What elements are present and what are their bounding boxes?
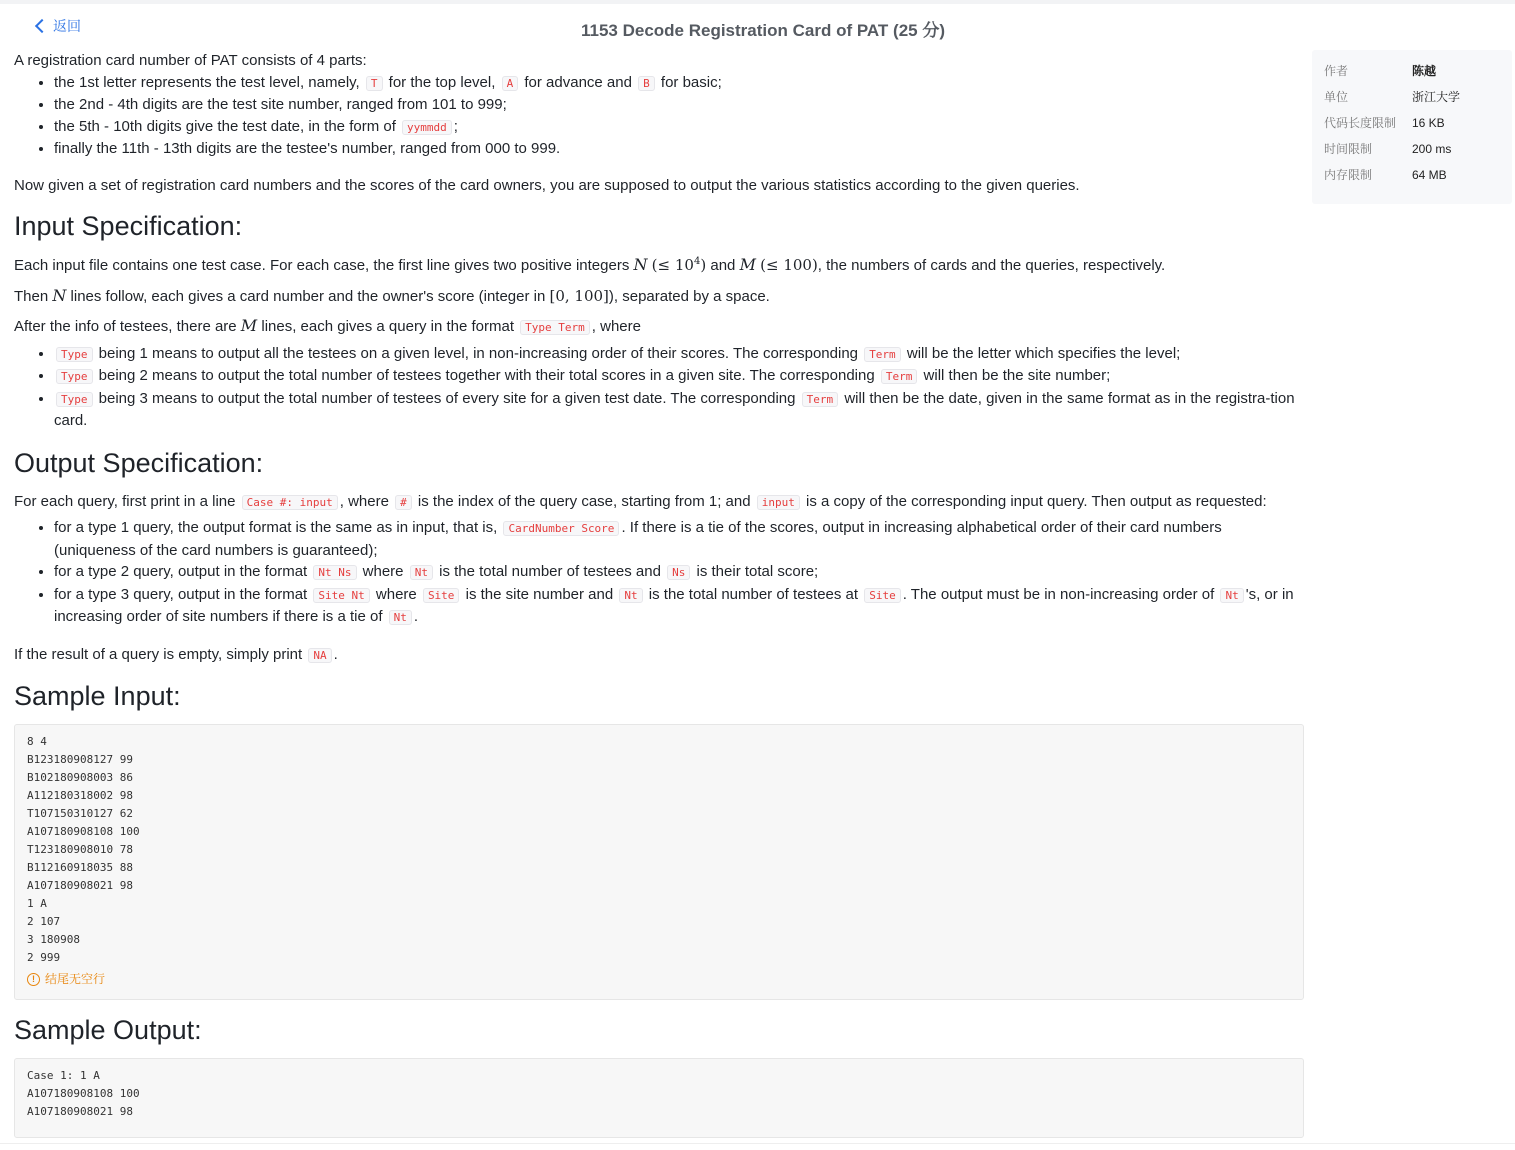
page-title: 1153 Decode Registration Card of PAT (25 分)	[580, 21, 945, 40]
text-span: the 1st letter represents the test level, namely,	[54, 73, 364, 91]
text-span: for the top level,	[384, 73, 500, 91]
text-span: will then be the site number;	[919, 367, 1111, 384]
math-expression: N	[633, 255, 648, 274]
math-expression: N	[52, 285, 67, 305]
code-line: T107150310127 62	[27, 807, 133, 820]
text-span: where	[371, 585, 421, 603]
text-span: being 1 means to output all the testees on a given level, in non-increasing order of their scores. The corresponding	[94, 344, 863, 362]
code-line: A107180908108 100	[27, 825, 140, 838]
text-span: for a type 3 query, output in the format	[54, 585, 312, 603]
code-line: 2 999	[27, 951, 61, 964]
intro-paragraph: Now given a set of registration card numbers and the scores of the card owners, you are supposed to output the various statistics according to the given queries.	[14, 176, 1080, 194]
code-line: 8 4	[27, 735, 47, 748]
output-paragraph	[14, 491, 1306, 514]
back-label: 返回	[53, 18, 81, 34]
code-line: A107180908021 98	[27, 879, 133, 892]
card-parts-list	[14, 72, 1306, 160]
list-item	[54, 343, 1306, 366]
text-span: . If there is a tie of the scores, output in increasing alphabetical order of their card numbers (uniqueness of the card numbers is guaranteed);	[54, 519, 1222, 559]
sample-input-block[interactable]	[14, 724, 1304, 1000]
text-span: Then	[14, 287, 53, 305]
output-spec-heading: Output Specification:	[14, 447, 264, 478]
text-span: After the info of testees, there are	[14, 318, 241, 335]
math-expression: [0, 100]	[549, 286, 609, 305]
text-span: is the total number of testees and	[434, 563, 666, 580]
text-span: lines follow, each gives a card number and the owner's score (integer in	[66, 287, 550, 305]
inline-code: Term	[881, 369, 918, 384]
text-span: ), separated by a space.	[608, 287, 770, 305]
info-key: 代码长度限制	[1324, 116, 1397, 130]
exponent: 4	[693, 256, 701, 267]
text-span: for advance and	[520, 73, 637, 91]
no-trailing-newline-warning	[27, 969, 1291, 991]
info-value: 浙江大学	[1412, 90, 1461, 104]
info-value: 陈越	[1412, 64, 1437, 78]
list-item	[54, 365, 1306, 388]
text-span: where	[358, 563, 408, 580]
list-item	[54, 388, 1306, 432]
inline-code: Ns	[667, 565, 690, 580]
text-span: is the total number of testees at	[644, 585, 863, 603]
info-key: 时间限制	[1324, 142, 1373, 156]
text-span: is the index of the query case, starting from 1; and	[413, 492, 755, 510]
code-line: A107180908108 100	[27, 1086, 140, 1100]
code-line: B112160918035 88	[27, 861, 133, 874]
inline-code: input	[757, 495, 800, 510]
text-span: and	[706, 257, 740, 274]
text-span: , the numbers of cards and the queries, respectively.	[817, 257, 1166, 274]
inline-code: A	[502, 76, 519, 91]
inline-code: Type	[56, 392, 93, 407]
sample-output-heading: Sample Output:	[14, 1014, 202, 1045]
input-paragraph	[14, 254, 1306, 277]
code-line: 3 180908	[27, 933, 80, 946]
inline-code: B	[638, 76, 655, 91]
math-expression: (≤ 100)	[760, 256, 818, 274]
info-key: 作者	[1324, 64, 1349, 78]
query-types-list	[14, 343, 1306, 432]
inline-code: Nt	[1220, 588, 1243, 603]
inline-code: Type	[56, 347, 93, 362]
text-span: (≤ 10	[651, 256, 694, 274]
inline-code: Nt	[389, 610, 412, 625]
text-span: being 3 means to output the total number of testees of every site for a given test date. The corresponding	[94, 389, 800, 407]
sample-output-block[interactable]	[14, 1058, 1304, 1138]
code-line: B102180908003 86	[27, 771, 133, 784]
text-span: If the result of a query is empty, simply print	[14, 645, 307, 663]
list-item	[54, 584, 1306, 629]
list-item	[54, 517, 1306, 561]
text-span: )	[700, 256, 707, 274]
code-line: A112180318002 98	[27, 789, 133, 802]
input-spec-heading: Input Specification:	[14, 211, 243, 241]
text-span: Each input file contains one test case. For each case, the first line gives two positive integers	[14, 257, 634, 274]
warning-icon: !	[27, 973, 40, 986]
info-value: 16 KB	[1412, 116, 1445, 130]
text-span: , where	[339, 492, 394, 510]
problem-content	[14, 50, 1306, 1150]
math-expression: M	[240, 316, 258, 335]
inline-code: T	[366, 76, 383, 91]
code-line: A107180908021 98	[27, 1104, 133, 1118]
inline-code: Type	[56, 369, 93, 384]
list-item	[54, 72, 1306, 95]
inline-code: CardNumber Score	[503, 521, 619, 536]
top-bar	[0, 0, 1515, 46]
info-row-time-limit	[1312, 136, 1512, 162]
input-paragraph	[14, 285, 1306, 308]
info-row-org	[1312, 84, 1512, 110]
text-span: the 5th - 10th digits give the test date, in the form of	[54, 117, 401, 135]
inline-code: Type Term	[520, 320, 590, 335]
code-line: 2 107	[27, 915, 61, 928]
warning-text: 结尾无空行	[45, 972, 106, 986]
text-span: for a type 1 query, the output format is the same as in input, that is,	[54, 519, 502, 536]
inline-code: Nt	[619, 588, 642, 603]
info-value: 200 ms	[1412, 142, 1452, 156]
info-key: 内存限制	[1324, 168, 1373, 182]
inline-code: #	[395, 495, 412, 510]
text-span: For each query, first print in a line	[14, 492, 240, 510]
intro-paragraph: A registration card number of PAT consists of 4 parts:	[14, 52, 367, 69]
output-rules-list	[14, 517, 1306, 629]
text-span: lines, each gives a query in the format	[257, 318, 519, 335]
info-row-memory-limit	[1312, 162, 1512, 188]
input-paragraph	[14, 315, 1306, 339]
inline-code: Site	[423, 588, 460, 603]
text-span: ;	[453, 117, 458, 135]
text-span: for a type 2 query, output in the format	[54, 563, 312, 580]
info-key: 单位	[1324, 90, 1349, 104]
inline-code: NA	[308, 648, 331, 663]
text-span: , where	[591, 318, 641, 335]
inline-code: yymmdd	[402, 120, 452, 135]
text-span: .	[333, 645, 338, 663]
text-span: .	[413, 608, 419, 625]
code-line: B123180908127 99	[27, 753, 133, 766]
info-value: 64 MB	[1412, 168, 1447, 182]
inline-code: Nt Ns	[313, 565, 356, 580]
list-item	[54, 116, 1306, 139]
info-row-code-limit	[1312, 110, 1512, 136]
inline-code: Term	[802, 392, 839, 407]
code-line: 1 A	[27, 897, 47, 910]
math-expression: M	[739, 255, 756, 274]
info-row-author	[1312, 58, 1512, 84]
inline-code: Case #: input	[242, 495, 338, 510]
text-span: will be the letter which specifies the level;	[902, 344, 1181, 362]
inline-code: Site Nt	[313, 588, 369, 603]
inline-code: Nt	[410, 565, 433, 580]
inline-code: Site	[864, 588, 901, 603]
text-span: is the site number and	[461, 585, 618, 603]
code-line: T123180908010 78	[27, 843, 133, 856]
text-span: is a copy of the corresponding input query. Then output as requested:	[801, 492, 1267, 510]
code-line: Case 1: 1 A	[27, 1068, 100, 1082]
inline-code: Term	[864, 347, 901, 362]
text-span: is their total score;	[692, 563, 819, 580]
list-item	[54, 561, 1306, 584]
sample-input-heading: Sample Input:	[14, 681, 181, 711]
list-item: • finally the 11th - 13th digits are the testee's number, ranged from 000 to 999.	[54, 138, 1306, 160]
text-span: . The output must be in non-increasing order of	[902, 585, 1219, 603]
text-span: 's, or in increasing order of site numbers if there is a tie of	[54, 585, 1294, 625]
problem-info-panel	[1312, 50, 1512, 204]
list-item: • the 2nd - 4th digits are the test site number, ranged from 101 to 999;	[54, 94, 1306, 116]
text-span: for basic;	[656, 73, 722, 91]
text-span: being 2 means to output the total number of testees together with their total scores in a given site. The corresponding	[94, 367, 879, 384]
math-expression	[652, 256, 707, 274]
output-paragraph	[14, 644, 1306, 667]
text-span: will then be the date, given in the same format as in the registra-tion card.	[54, 389, 1295, 429]
